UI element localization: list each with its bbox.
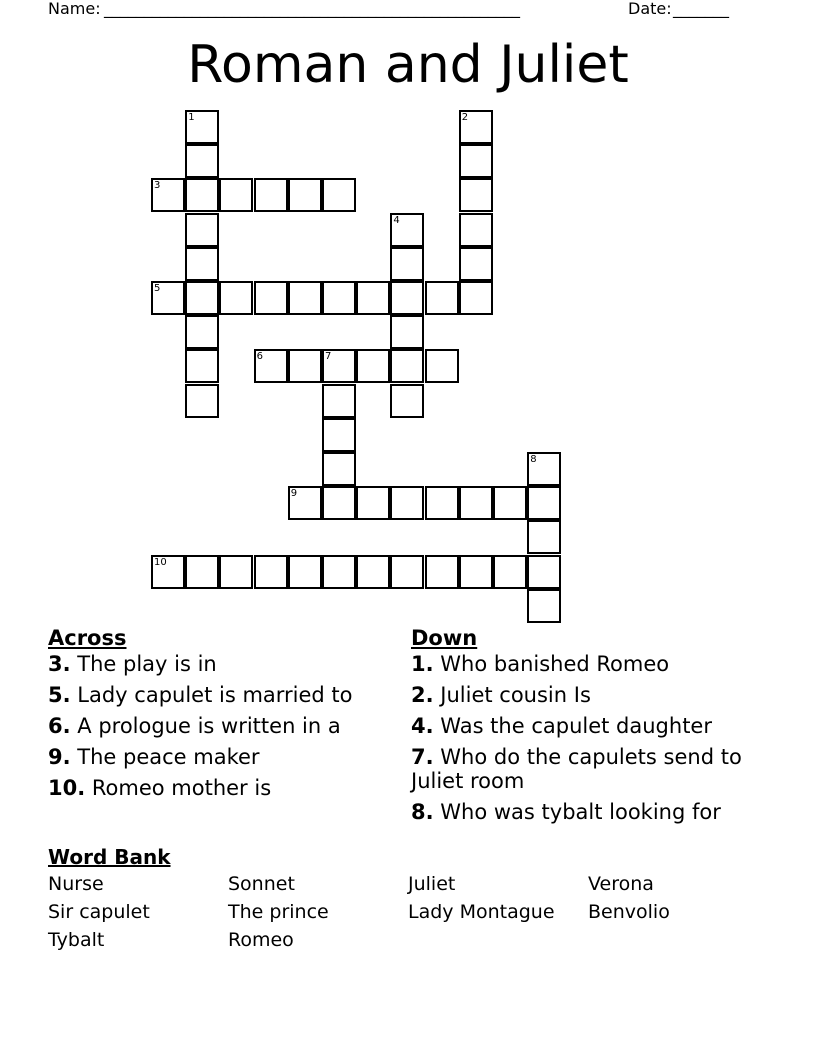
crossword-cell[interactable] xyxy=(322,418,356,452)
cell-number: 3 xyxy=(154,180,161,192)
date-label: Date: xyxy=(628,0,672,18)
clue-text: The play is in xyxy=(77,652,217,676)
crossword-cell[interactable] xyxy=(390,486,424,520)
crossword-cell[interactable] xyxy=(390,349,424,383)
crossword-cell[interactable] xyxy=(390,281,424,315)
date-field-line[interactable]: _______ xyxy=(673,0,729,18)
crossword-cell[interactable] xyxy=(185,315,219,349)
clue-text: Lady capulet is married to xyxy=(77,683,353,707)
clue-number: 5. xyxy=(48,683,71,707)
clue-across-10 xyxy=(48,776,393,800)
cell-number: 2 xyxy=(461,112,469,123)
clue-number: 1. xyxy=(411,652,434,676)
name-label: Name: xyxy=(48,0,101,18)
crossword-cell[interactable] xyxy=(185,144,219,178)
crossword-cell[interactable] xyxy=(185,213,219,247)
clue-number: 10. xyxy=(48,776,86,800)
word-bank-item: Juliet xyxy=(408,873,456,895)
word-bank-item: Verona xyxy=(588,873,654,895)
crossword-cell[interactable] xyxy=(254,178,288,212)
down-heading: Down xyxy=(411,626,478,650)
crossword-cell[interactable] xyxy=(527,452,561,486)
crossword-cell[interactable] xyxy=(459,281,493,315)
cell-number: 4 xyxy=(393,214,400,226)
clue-number: 9. xyxy=(48,745,71,769)
clue-number: 8. xyxy=(411,800,434,824)
crossword-cell[interactable] xyxy=(322,384,356,418)
clue-number: 2. xyxy=(411,683,434,707)
word-bank-item: Benvolio xyxy=(588,901,670,923)
clue-text: A prologue is written in a xyxy=(77,714,341,738)
clue-text: Who banished Romeo xyxy=(440,652,670,676)
crossword-cell[interactable] xyxy=(185,281,219,315)
cell-number: 5 xyxy=(154,283,161,294)
page-title: Roman and Juliet xyxy=(187,35,629,95)
crossword-cell[interactable] xyxy=(390,247,424,281)
crossword-cell[interactable] xyxy=(425,281,459,315)
crossword-cell[interactable] xyxy=(459,486,493,520)
word-bank-item: Sonnet xyxy=(228,873,295,895)
clue-down-7 xyxy=(411,745,771,793)
clue-across-5 xyxy=(48,683,393,707)
crossword-cell[interactable] xyxy=(288,281,322,315)
crossword-cell[interactable] xyxy=(322,281,356,315)
down-clues xyxy=(411,626,771,831)
crossword-cell[interactable] xyxy=(527,520,561,554)
clue-number: 6. xyxy=(48,714,71,738)
clue-number: 7. xyxy=(411,745,434,769)
crossword-cell[interactable] xyxy=(288,178,322,212)
crossword-cell[interactable] xyxy=(185,110,219,144)
crossword-cell[interactable] xyxy=(527,589,561,623)
crossword-cell[interactable] xyxy=(356,486,390,520)
name-field-line[interactable]: ____________________________________________________ xyxy=(104,0,520,18)
clue-down-2 xyxy=(411,683,771,707)
clue-text: Romeo mother is xyxy=(91,776,272,800)
clue-text: Who do the capulets send to Juliet room xyxy=(411,745,742,793)
crossword-cell[interactable] xyxy=(185,349,219,383)
crossword-cell[interactable] xyxy=(185,555,219,589)
clue-text: Was the capulet daughter xyxy=(440,714,712,738)
crossword-cell[interactable] xyxy=(459,178,493,212)
crossword-cell[interactable] xyxy=(459,110,493,144)
across-clues xyxy=(48,626,393,807)
clue-across-6 xyxy=(48,714,393,738)
clue-across-3 xyxy=(48,652,393,676)
crossword-cell[interactable] xyxy=(322,178,356,212)
word-bank-list xyxy=(48,870,768,954)
cell-number: 7 xyxy=(325,351,332,363)
crossword-cell[interactable] xyxy=(185,178,219,212)
crossword-cell[interactable] xyxy=(219,178,253,212)
crossword-cell[interactable] xyxy=(493,555,527,589)
crossword-cell[interactable] xyxy=(390,213,424,247)
crossword-cell[interactable] xyxy=(459,144,493,178)
crossword-cell[interactable] xyxy=(493,486,527,520)
crossword-cell[interactable] xyxy=(527,555,561,589)
clue-number: 4. xyxy=(411,714,434,738)
across-heading: Across xyxy=(48,626,127,650)
word-bank-item: Tybalt xyxy=(48,929,105,951)
crossword-cell[interactable] xyxy=(151,281,185,315)
crossword-cell[interactable] xyxy=(527,486,561,520)
cell-number: 8 xyxy=(530,454,537,465)
crossword-cell[interactable] xyxy=(356,281,390,315)
crossword-cell[interactable] xyxy=(254,349,288,383)
crossword-cell[interactable] xyxy=(322,452,356,486)
clue-down-1 xyxy=(411,652,771,676)
word-bank-item: Nurse xyxy=(48,873,104,895)
crossword-cell[interactable] xyxy=(390,555,424,589)
crossword-cell[interactable] xyxy=(151,178,185,212)
cell-number: 6 xyxy=(256,351,263,363)
crossword-cell[interactable] xyxy=(322,486,356,520)
clue-down-4 xyxy=(411,714,771,738)
crossword-cell[interactable] xyxy=(288,486,322,520)
crossword-cell[interactable] xyxy=(254,281,288,315)
crossword-cell[interactable] xyxy=(185,247,219,281)
word-bank-item: The prince xyxy=(228,901,329,923)
crossword-cell[interactable] xyxy=(288,555,322,589)
cell-number: 10 xyxy=(154,556,167,568)
clue-text: Who was tybalt looking for xyxy=(440,800,721,824)
crossword-cell[interactable] xyxy=(390,315,424,349)
crossword-cell[interactable] xyxy=(425,349,459,383)
clue-text: The peace maker xyxy=(77,745,260,769)
crossword-cell[interactable] xyxy=(254,555,288,589)
crossword-cell[interactable] xyxy=(459,213,493,247)
clue-across-9 xyxy=(48,745,393,769)
cell-number: 9 xyxy=(290,488,298,500)
crossword-cell[interactable] xyxy=(219,281,253,315)
word-bank-item: Sir capulet xyxy=(48,901,150,923)
clue-number: 3. xyxy=(48,652,71,676)
crossword-cell[interactable] xyxy=(459,247,493,281)
word-bank-item: Lady Montague xyxy=(408,901,555,923)
crossword-cell[interactable] xyxy=(459,555,493,589)
crossword-cell[interactable] xyxy=(356,555,390,589)
crossword-cell[interactable] xyxy=(288,349,322,383)
clue-text: Juliet cousin Is xyxy=(440,683,591,707)
crossword-cell[interactable] xyxy=(185,384,219,418)
crossword-cell[interactable] xyxy=(219,555,253,589)
word-bank-heading: Word Bank xyxy=(48,845,171,869)
clue-down-8 xyxy=(411,800,771,824)
crossword-cell[interactable] xyxy=(151,555,185,589)
word-bank xyxy=(48,844,768,954)
crossword-cell[interactable] xyxy=(356,349,390,383)
cell-number: 1 xyxy=(188,112,195,123)
crossword-cell[interactable] xyxy=(425,555,459,589)
crossword-cell[interactable] xyxy=(322,555,356,589)
crossword-cell[interactable] xyxy=(390,384,424,418)
crossword-cell[interactable] xyxy=(425,486,459,520)
word-bank-item: Romeo xyxy=(228,929,294,951)
crossword-cell[interactable] xyxy=(322,349,356,383)
